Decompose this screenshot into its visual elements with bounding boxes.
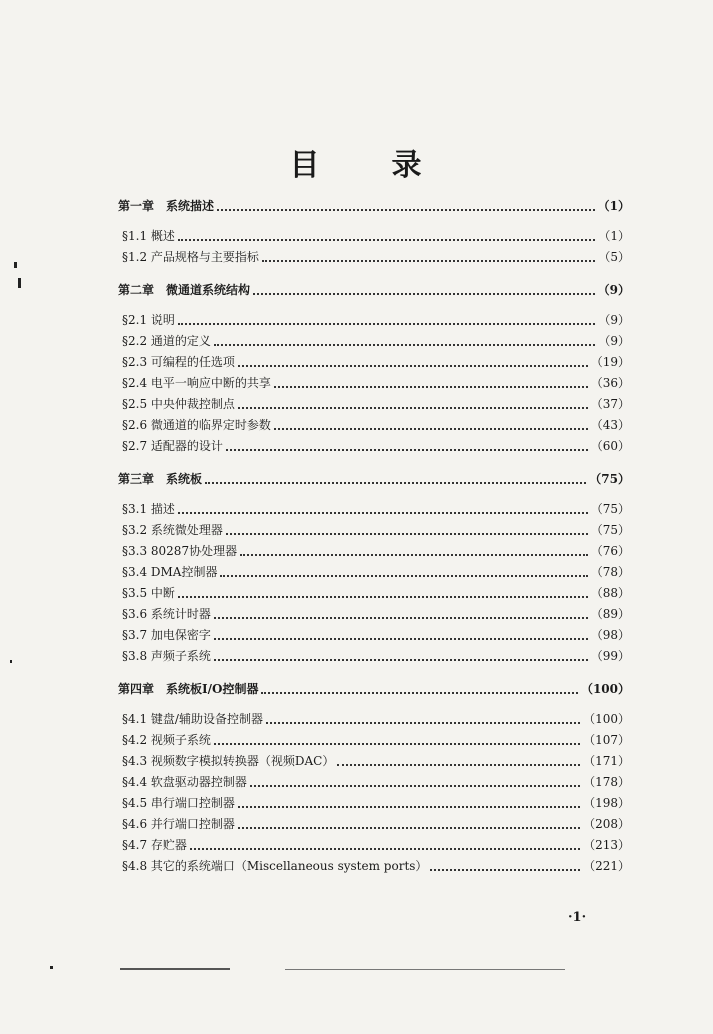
section-page: （89） [590, 607, 630, 621]
section-title: §2.1 说明 [122, 313, 175, 327]
chapter-page: （75） [589, 472, 630, 486]
scan-mark [10, 660, 12, 663]
section-page: （198） [583, 796, 630, 810]
toc-section-entry [118, 583, 630, 604]
section-page: （107） [583, 733, 630, 747]
toc-section-entry [118, 394, 630, 415]
toc-chapter-entry [118, 196, 630, 217]
leader-dots [266, 722, 580, 724]
leader-dots [178, 323, 595, 325]
chapter-page: （100） [580, 682, 630, 696]
section-title: §1.2 产品规格与主要指标 [122, 250, 259, 264]
leader-dots [238, 407, 588, 409]
title-char-1: 目 [289, 148, 322, 183]
toc-section-entry [118, 835, 630, 856]
section-title: §3.2 系统微处理器 [122, 523, 223, 537]
leader-dots [214, 638, 588, 640]
leader-dots [205, 482, 586, 484]
section-page: （37） [590, 397, 630, 411]
section-page: （43） [590, 418, 630, 432]
toc-section-entry [118, 625, 630, 646]
toc-section-entry [118, 436, 630, 457]
toc-section-entry [118, 247, 630, 268]
leader-dots [178, 239, 595, 241]
leader-dots [178, 512, 588, 514]
toc-section-entry [118, 310, 630, 331]
toc-section-entry [118, 415, 630, 436]
toc-section-entry [118, 772, 630, 793]
section-title: §2.5 中央仲裁控制点 [122, 397, 235, 411]
section-page: （213） [583, 838, 630, 852]
leader-dots [253, 293, 595, 295]
leader-dots [226, 449, 588, 451]
toc-section-entry [118, 520, 630, 541]
section-title: §4.5 串行端口控制器 [122, 796, 235, 810]
section-title: §4.2 视频子系统 [122, 733, 211, 747]
toc-section-entry [118, 562, 630, 583]
toc-section-entry [118, 814, 630, 835]
leader-dots [214, 659, 588, 661]
section-title: §3.3 80287协处理器 [122, 544, 238, 558]
section-title: §3.8 声频子系统 [122, 649, 211, 663]
leader-dots [214, 743, 580, 745]
toc-section-entry [118, 646, 630, 667]
section-page: （88） [590, 586, 630, 600]
leader-dots [238, 827, 580, 829]
section-title: §2.6 微通道的临界定时参数 [122, 418, 271, 432]
leader-dots [262, 260, 595, 262]
leader-dots [178, 596, 588, 598]
section-page: （171） [583, 754, 630, 768]
scan-mark [50, 966, 53, 969]
section-page: （178） [583, 775, 630, 789]
section-page: （98） [590, 628, 630, 642]
toc-section-entry [118, 730, 630, 751]
scan-mark [18, 278, 21, 288]
toc-section-entry [118, 751, 630, 772]
section-page: （9） [598, 313, 630, 327]
section-page: （75） [590, 502, 630, 516]
scan-mark [120, 968, 230, 970]
leader-dots [250, 785, 580, 787]
toc-section-entry [118, 709, 630, 730]
chapter-page: （9） [597, 283, 630, 297]
leader-dots [217, 209, 595, 211]
toc-section-entry [118, 604, 630, 625]
toc-section-entry [118, 541, 630, 562]
section-title: §3.5 中断 [122, 586, 175, 600]
section-title: §3.6 系统计时器 [122, 607, 211, 621]
toc-section-entry [118, 373, 630, 394]
section-title: §4.1 键盘/辅助设备控制器 [122, 712, 263, 726]
chapter-title: 第一章 系统描述 [118, 199, 215, 213]
section-page: （60） [590, 439, 630, 453]
section-title: §4.3 视频数字模拟转换器（视频DAC） [122, 754, 335, 768]
chapter-title: 第二章 微通道系统结构 [118, 283, 251, 297]
leader-dots [238, 806, 580, 808]
toc-chapter-entry [118, 679, 630, 700]
section-page: （78） [590, 565, 630, 579]
toc-section-entry [118, 226, 630, 247]
section-page: （75） [590, 523, 630, 537]
leader-dots [190, 848, 580, 850]
leader-dots [274, 386, 588, 388]
toc-section-entry [118, 856, 630, 877]
section-page: （1） [598, 229, 630, 243]
toc-section-entry [118, 331, 630, 352]
section-page: （208） [583, 817, 630, 831]
section-title: §3.1 描述 [122, 502, 175, 516]
page-number: ·1· [568, 910, 587, 925]
section-page: （5） [598, 250, 630, 264]
section-page: （9） [598, 334, 630, 348]
section-title: §4.7 存贮器 [122, 838, 187, 852]
scan-mark [285, 969, 565, 970]
leader-dots [240, 554, 588, 556]
section-title: §2.4 电平一响应中断的共享 [122, 376, 271, 390]
section-page: （19） [590, 355, 630, 369]
chapter-page: （1） [597, 199, 630, 213]
toc-chapter-entry [118, 280, 630, 301]
title-char-2: 录 [391, 148, 424, 183]
section-title: §4.8 其它的系统端口（Miscellaneous system ports） [122, 859, 428, 873]
chapter-title: 第三章 系统板 [118, 472, 203, 486]
section-title: §4.4 软盘驱动器控制器 [122, 775, 247, 789]
section-page: （99） [590, 649, 630, 663]
toc-section-entry [118, 352, 630, 373]
leader-dots [226, 533, 588, 535]
leader-dots [337, 764, 580, 766]
section-page: （221） [583, 859, 630, 873]
toc-section-entry [118, 793, 630, 814]
section-page: （36） [590, 376, 630, 390]
toc-chapter-entry [118, 469, 630, 490]
section-title: §2.2 通道的定义 [122, 334, 211, 348]
scan-mark [14, 262, 17, 268]
section-title: §3.4 DMA控制器 [122, 565, 218, 579]
section-title: §2.3 可编程的任选项 [122, 355, 235, 369]
leader-dots [430, 869, 580, 871]
section-page: （76） [590, 544, 630, 558]
toc-section-entry [118, 499, 630, 520]
leader-dots [214, 344, 595, 346]
chapter-title: 第四章 系统板I/O控制器 [118, 682, 259, 696]
section-title: §2.7 适配器的设计 [122, 439, 223, 453]
section-title: §4.6 并行端口控制器 [122, 817, 235, 831]
leader-dots [238, 365, 588, 367]
section-title: §3.7 加电保密字 [122, 628, 211, 642]
leader-dots [274, 428, 588, 430]
section-title: §1.1 概述 [122, 229, 175, 243]
leader-dots [214, 617, 588, 619]
table-of-contents [118, 196, 630, 877]
leader-dots [220, 575, 587, 577]
section-page: （100） [583, 712, 630, 726]
leader-dots [261, 692, 577, 694]
page-title [0, 140, 713, 184]
